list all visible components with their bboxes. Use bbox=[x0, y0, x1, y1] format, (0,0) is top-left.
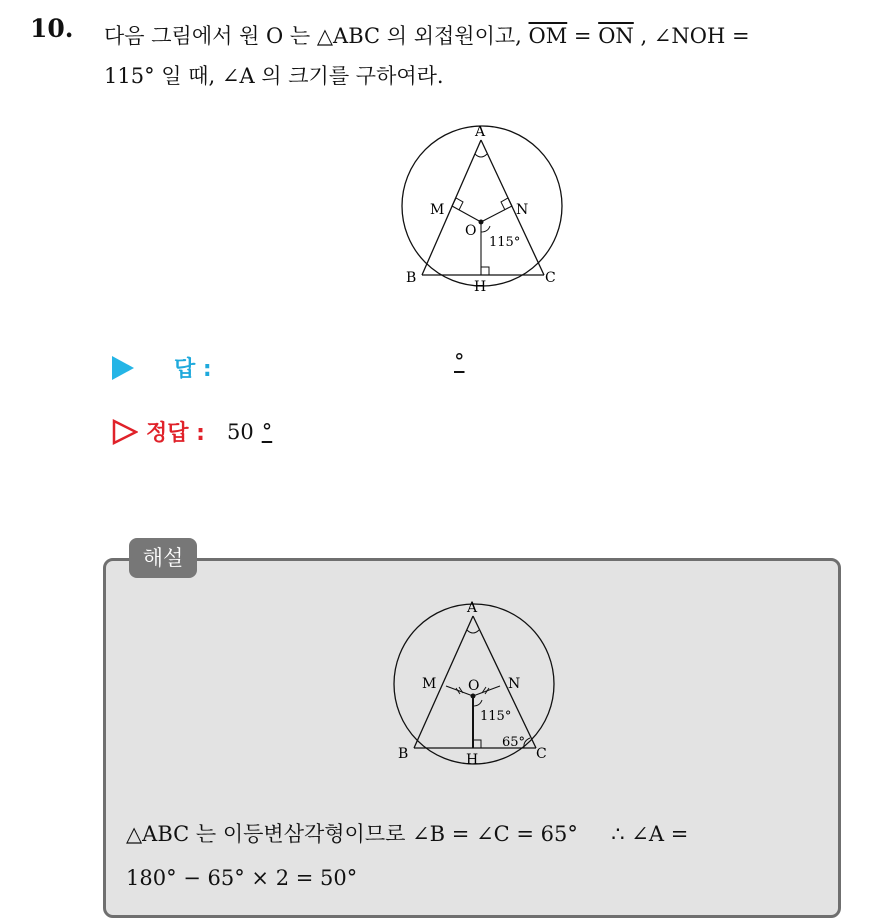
segment-om: $\overline{OM}$ bbox=[528, 24, 568, 48]
angle-115-label: 115° bbox=[489, 235, 521, 250]
point-n-label: N bbox=[516, 202, 529, 218]
point-o-label-2: O bbox=[468, 678, 480, 694]
question-figure bbox=[392, 122, 572, 297]
answer-row bbox=[112, 352, 212, 383]
explanation-line-2: 180° − 65° × 2 = 50° bbox=[126, 866, 358, 890]
point-h-label-2: H bbox=[466, 752, 479, 768]
segment-on: $\overline{ON}$ bbox=[598, 24, 634, 48]
explanation-line-1: △ABC 는 이등변삼각형이므로 ∠B = ∠C = 65° ∴ ∠A = bbox=[126, 822, 689, 846]
side-ac-2 bbox=[473, 616, 536, 748]
explanation-figure bbox=[384, 598, 564, 773]
point-a-label-2: A bbox=[467, 600, 478, 616]
question-text-a: 다음 그림에서 원 O 는 △ABC 의 외접원이고, bbox=[104, 24, 529, 48]
point-a-label: A bbox=[475, 124, 486, 140]
right-angle-h-2 bbox=[473, 740, 481, 748]
center-o-dot-2 bbox=[471, 694, 476, 699]
point-c-label: C bbox=[545, 270, 556, 286]
point-m-label-2: M bbox=[422, 676, 437, 692]
point-b-label-2: B bbox=[398, 746, 409, 762]
angle-noh-arc bbox=[481, 226, 490, 232]
point-n-label-2: N bbox=[508, 676, 521, 692]
side-ac bbox=[481, 140, 544, 275]
point-c-label-2: C bbox=[536, 746, 547, 762]
segment-om-line bbox=[452, 206, 481, 222]
segment-on-line bbox=[481, 206, 512, 222]
angle-65-label: 65° bbox=[502, 735, 526, 750]
play-triangle-icon bbox=[112, 356, 134, 380]
angle-noh-arc-2 bbox=[473, 700, 482, 706]
question-number: 10. bbox=[30, 14, 74, 43]
answer-label: 답 : bbox=[174, 357, 212, 382]
explanation-text bbox=[126, 812, 826, 900]
equals-sign: = bbox=[567, 24, 599, 48]
answer-blank[interactable] bbox=[454, 350, 465, 374]
point-o-label: O bbox=[465, 223, 477, 239]
question-text-b: , ∠NOH = bbox=[633, 24, 750, 48]
question-text bbox=[104, 16, 864, 96]
correct-label: 정답 : bbox=[146, 421, 205, 446]
right-angle-h bbox=[481, 267, 489, 275]
point-m-label: M bbox=[430, 202, 445, 218]
correct-answer-row bbox=[112, 416, 272, 447]
angle-a-arc-2 bbox=[467, 630, 479, 633]
center-o-dot bbox=[479, 220, 484, 225]
point-b-label: B bbox=[406, 270, 417, 286]
question-text-c: 115° 일 때, ∠A 의 크기를 구하여라. bbox=[104, 64, 444, 88]
answer-unit: ° bbox=[454, 350, 465, 374]
correct-value: 50 bbox=[226, 419, 254, 444]
correct-unit: ° bbox=[261, 419, 273, 444]
outline-triangle-icon bbox=[112, 419, 138, 445]
point-h-label: H bbox=[474, 279, 487, 295]
angle-a-arc bbox=[475, 154, 487, 157]
angle-115-label-2: 115° bbox=[480, 709, 512, 724]
explanation-tab: 해설 bbox=[129, 538, 197, 578]
